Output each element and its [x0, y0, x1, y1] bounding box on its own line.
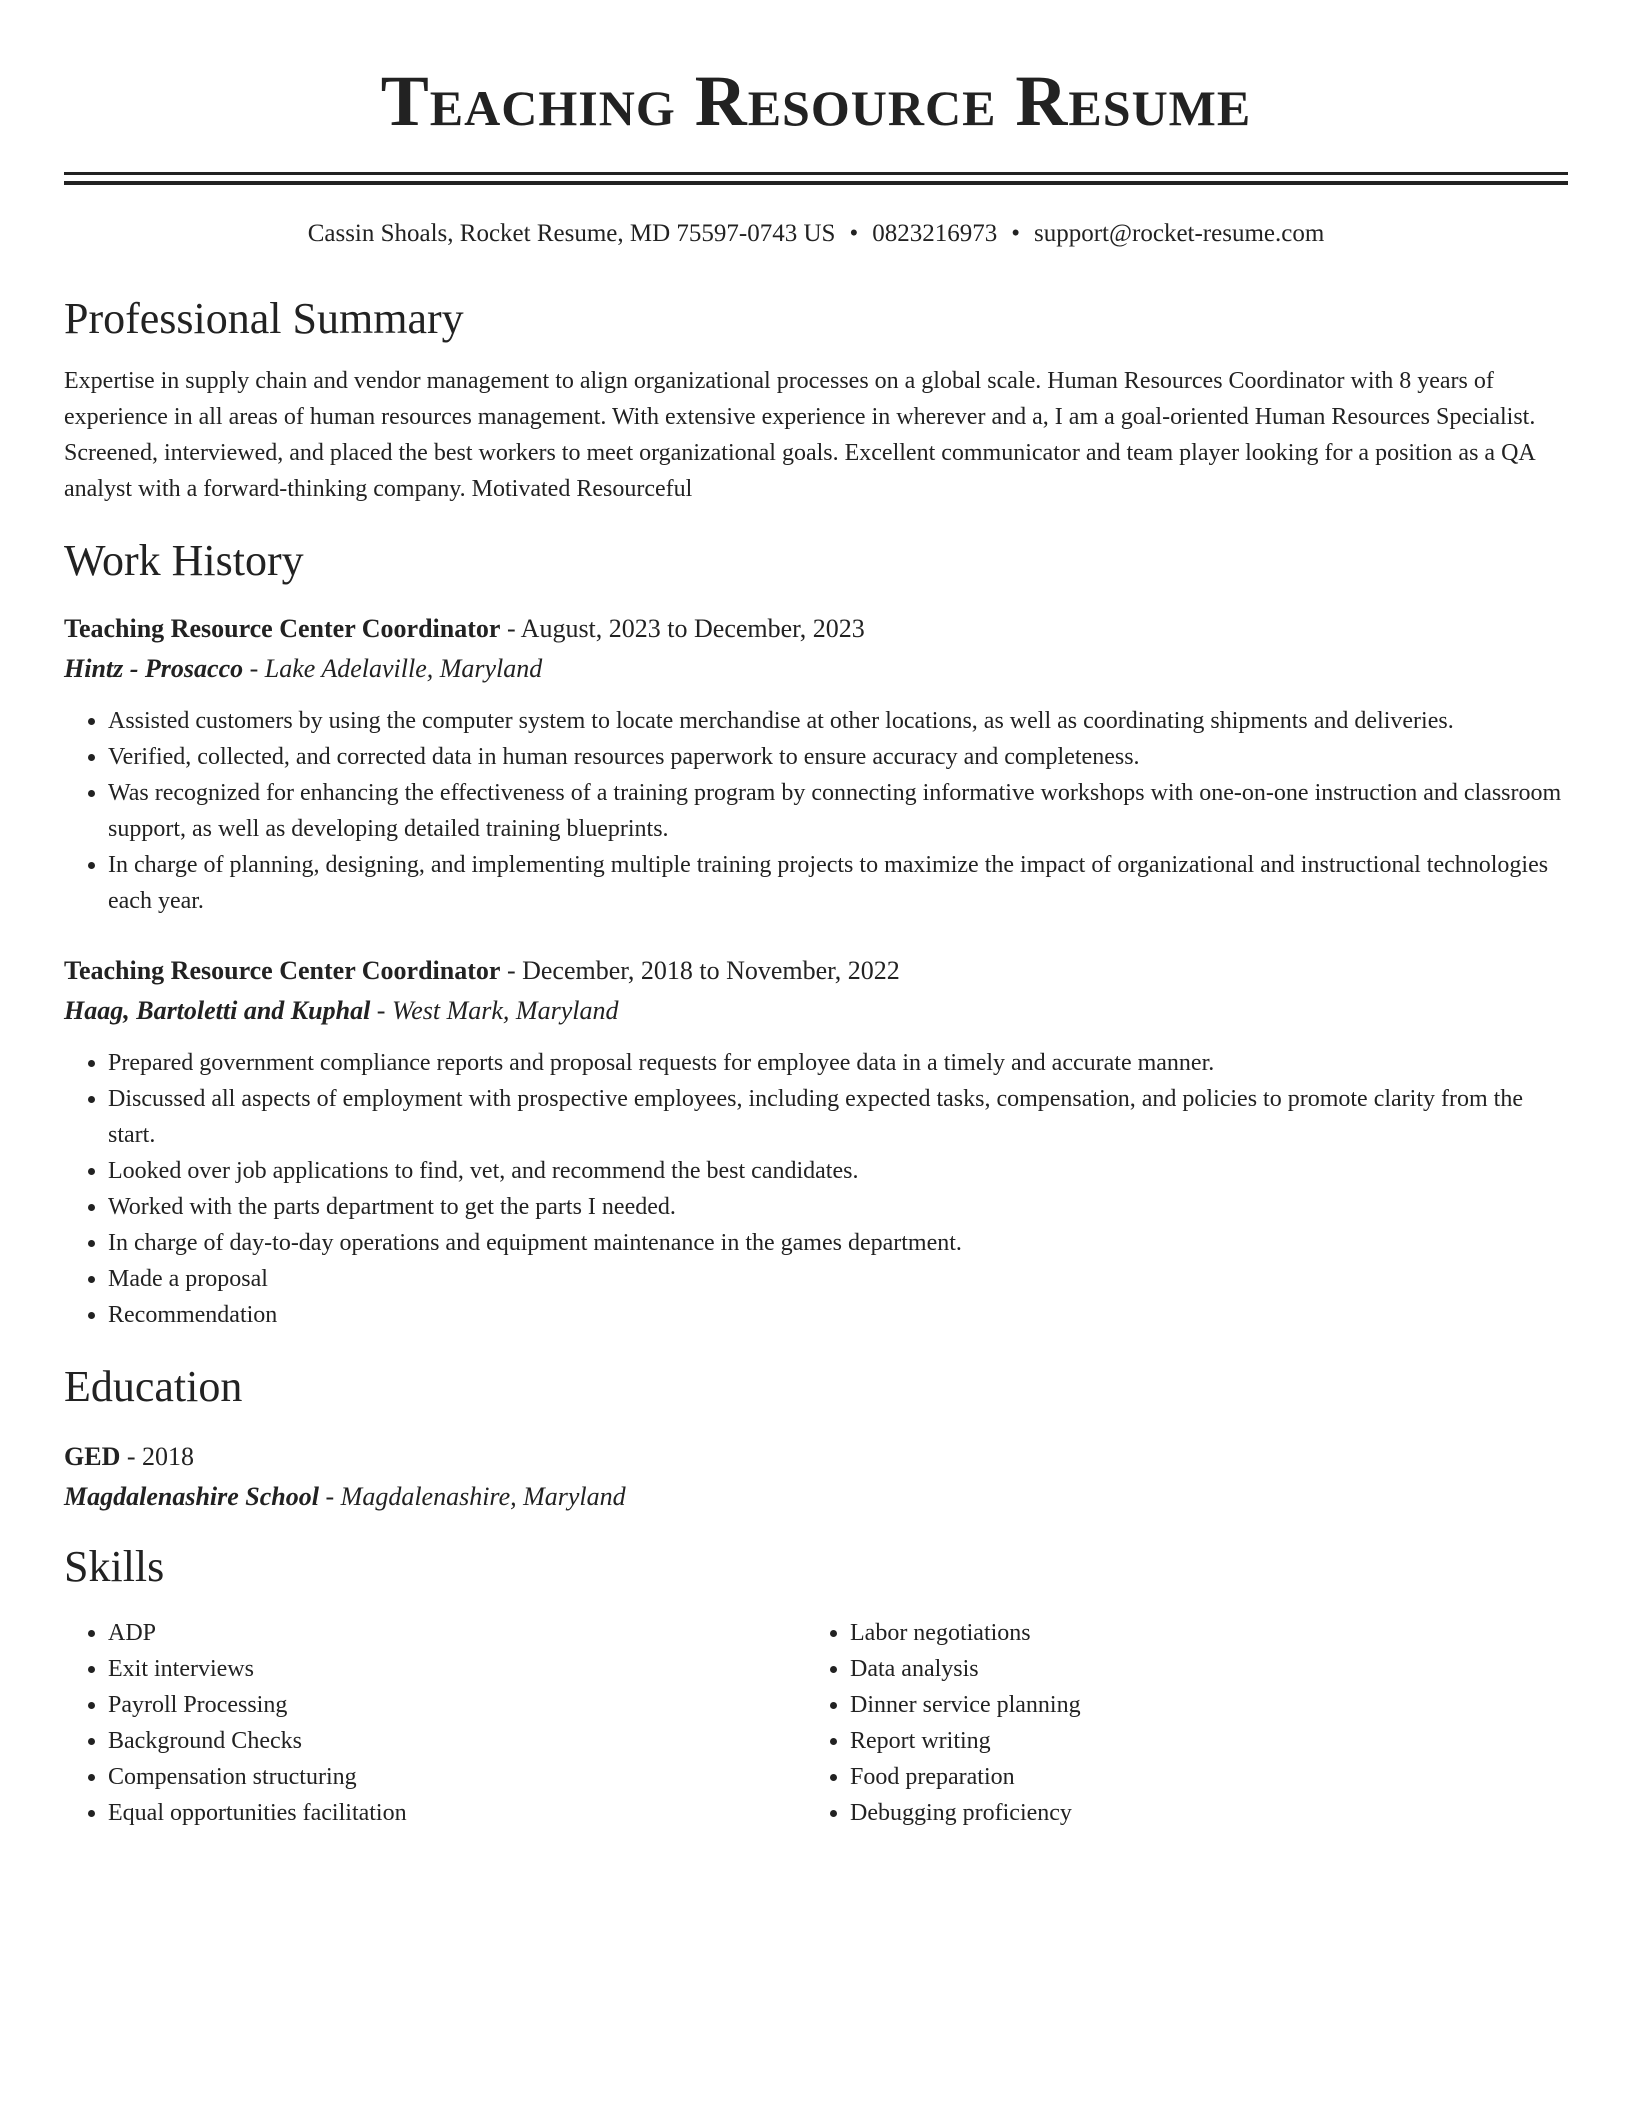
job-duty: • In charge of planning, designing, and implementing multiple training projects to maximize the impact of organizational and instructional technologies each year. [108, 847, 1568, 919]
education-location: - Magdalenashire, Maryland [319, 1482, 626, 1511]
skill-item: • Report writing [850, 1723, 1548, 1759]
job-duty: • In charge of day-to-day operations and equipment maintenance in the games department. [108, 1225, 1568, 1261]
job-company: Haag, Bartoletti and Kuphal [64, 996, 371, 1025]
skill-item: • ADP [108, 1615, 806, 1651]
contact-address: Cassin Shoals, Rocket Resume, MD 75597-0743 US [307, 220, 836, 247]
job-duty: • Was recognized for enhancing the effectiveness of a training program by connecting informative workshops with one-on-one instruction and classroom support, as well as developing detailed training blueprints. [108, 775, 1568, 847]
skill-item: • Labor negotiations [850, 1615, 1548, 1651]
education-school: Magdalenashire School [64, 1482, 319, 1511]
job-duties-list [64, 1045, 1568, 1333]
job-role: Teaching Resource Center Coordinator [64, 614, 501, 643]
job-duties-list [64, 703, 1568, 919]
job-duty: • Made a proposal [108, 1261, 1568, 1297]
education-school-line [64, 1479, 1568, 1515]
title-divider-bottom [64, 181, 1568, 185]
skill-item: • Equal opportunities facilitation [108, 1795, 806, 1831]
job-duty: • Looked over job applications to find, vet, and recommend the best candidates. [108, 1153, 1568, 1189]
skill-item: • Compensation structuring [108, 1759, 806, 1795]
job-duty: • Verified, collected, and corrected data in human resources paperwork to ensure accuracy and completeness. [108, 739, 1568, 775]
job-company-line [64, 993, 1568, 1029]
contact-separator: • [849, 220, 859, 247]
job-company: Hintz - Prosacco [64, 654, 244, 683]
job-dates: - December, 2018 to November, 2022 [500, 956, 900, 985]
job-duty: • Worked with the parts department to get the parts I needed. [108, 1189, 1568, 1225]
skill-item: • Background Checks [108, 1723, 806, 1759]
skills-list [806, 1615, 1548, 1831]
contact-email: support@rocket-resume.com [1034, 220, 1325, 247]
skills-heading: Skills [64, 1542, 165, 1591]
education-heading: Education [64, 1362, 243, 1411]
education-year: - 2018 [120, 1442, 195, 1471]
job-duty: • Discussed all aspects of employment with prospective employees, including expected tasks, compensation, and policies to promote clarity from the start. [108, 1081, 1568, 1153]
title-divider-top [64, 172, 1568, 175]
job-duty: • Assisted customers by using the computer system to locate merchandise at other locations, as well as coordinating shipments and deliveries. [108, 703, 1568, 739]
education-degree-line [64, 1439, 1568, 1475]
summary-heading: Professional Summary [64, 294, 464, 343]
job-duty: • Recommendation [108, 1297, 1568, 1333]
skill-item: • Payroll Processing [108, 1687, 806, 1723]
skill-item: • Data analysis [850, 1651, 1548, 1687]
job-location: - West Mark, Maryland [370, 996, 619, 1025]
work-history-heading: Work History [64, 536, 304, 585]
skill-item: • Food preparation [850, 1759, 1548, 1795]
job-location: - Lake Adelaville, Maryland [243, 654, 543, 683]
skills-column-left [64, 1615, 806, 1831]
education-degree: GED [64, 1442, 121, 1471]
skill-item: • Exit interviews [108, 1651, 806, 1687]
job-entry [64, 611, 1568, 919]
resume-title: Teaching Resource Resume [380, 61, 1252, 141]
skills-list [64, 1615, 806, 1831]
summary-text: Expertise in supply chain and vendor management to align organizational processes on a global scale. Human Resources Coordinator with 8 years of experience in all areas of human resources management. With extensive experience in wherever and a, I am a goal-oriented Human Resources Specialist. Screened, interviewed, and placed the best workers to meet organizational goals. Excellent communicator and team player looking for a position as a QA analyst with a forward-thinking company. Motivated Resourceful [64, 368, 1536, 502]
skill-item: • Dinner service planning [850, 1687, 1548, 1723]
job-duty: • Prepared government compliance reports and proposal requests for employee data in a timely and accurate manner. [108, 1045, 1568, 1081]
contact-line [64, 219, 1568, 249]
skills-column-right [806, 1615, 1548, 1831]
job-entry [64, 953, 1568, 1333]
contact-separator: • [1011, 220, 1020, 247]
job-dates: - August, 2023 to December, 2023 [500, 614, 865, 643]
job-title-line [64, 611, 1568, 647]
skills-grid [64, 1615, 1568, 1831]
contact-phone: 0823216973 [872, 220, 998, 247]
job-title-line [64, 953, 1568, 989]
job-company-line [64, 651, 1568, 687]
skill-item: • Debugging proficiency [850, 1795, 1548, 1831]
job-role: Teaching Resource Center Coordinator [64, 956, 501, 985]
